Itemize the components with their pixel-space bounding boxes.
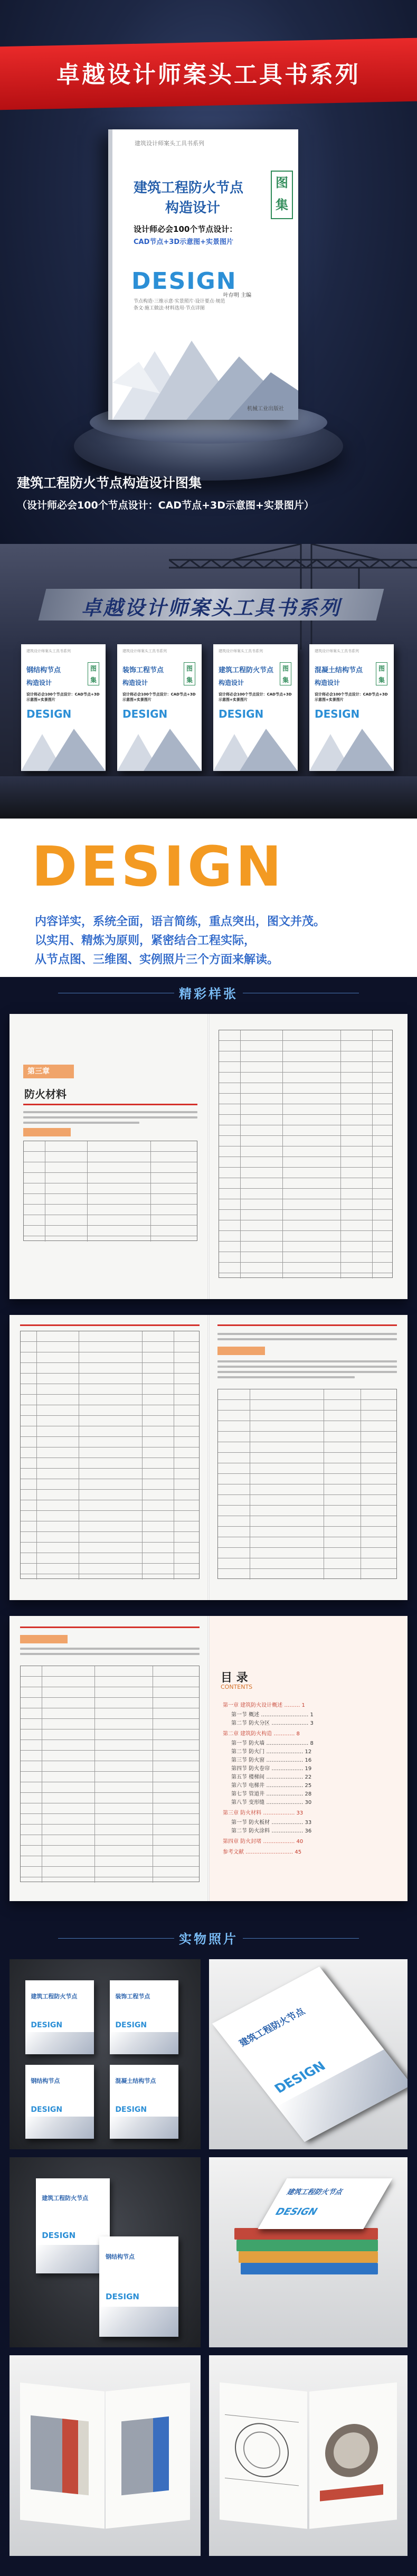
stack-book — [234, 2228, 378, 2240]
photo-book — [25, 1980, 94, 2054]
sample-spread-3 — [10, 1616, 407, 1901]
photo-book — [25, 2065, 94, 2139]
series-book-title: 建筑工程防火节点 — [219, 666, 274, 674]
hero-section — [0, 0, 417, 544]
photo-book-title: 钢结构节点 — [106, 2253, 135, 2261]
series-book-design: DESIGN — [26, 708, 72, 720]
data-table — [219, 1030, 393, 1278]
stack-book — [239, 2251, 378, 2263]
photo-book-title: 建筑工程防火节点 — [31, 1993, 78, 2000]
series-book-series-line: 建筑设计师案头工具书系列 — [122, 649, 167, 653]
series-section — [0, 544, 417, 819]
photo-book-design: DESIGN — [115, 2105, 147, 2114]
toc-item[interactable]: 第一章 建筑防火设计概述 ……… 1 — [223, 1703, 305, 1708]
data-table — [217, 1389, 397, 1579]
photo-book — [110, 2065, 178, 2139]
series-book-line: 设计师必会100个节点设计：CAD节点+3D示意图+实景图片 — [122, 692, 196, 702]
table-divider — [372, 1030, 373, 1278]
book-subtitle-2: CAD节点+3D示意图+实景图片 — [134, 238, 234, 246]
hero-title: 卓越设计师案头工具书系列 — [56, 61, 361, 88]
photo-book-design: DESIGN — [31, 2021, 63, 2029]
page-header-rule — [217, 1324, 397, 1326]
photo-book — [99, 2236, 178, 2337]
samples-banner-title: 精彩样张 — [179, 986, 238, 1001]
photo-book — [258, 2178, 392, 2229]
photo-book-decoration — [277, 2049, 407, 2142]
series-book-decoration — [21, 723, 106, 771]
design-line-1: 内容详实，系统全面，语言简练，重点突出，图文并茂。 — [35, 915, 326, 928]
photo-book-design: DESIGN — [271, 2058, 329, 2096]
data-table — [23, 1141, 197, 1241]
toc-item[interactable]: 第七节 管道井 ………………… 28 — [231, 1791, 312, 1797]
text-line — [217, 1371, 397, 1373]
data-table — [20, 1666, 200, 1882]
text-line — [20, 1648, 200, 1650]
book-author: 叶存明 主编 — [223, 293, 252, 298]
text-line — [217, 1366, 397, 1368]
series-book-series-line: 建筑设计师案头工具书系列 — [219, 649, 263, 653]
spread-gutter — [207, 1315, 210, 1600]
series-book-3 — [213, 644, 298, 771]
chapter-title: 防火材料 — [24, 1088, 67, 1101]
toc-subtitle: CONTENTS — [221, 1684, 253, 1690]
photo-book-decoration — [110, 2117, 178, 2139]
series-book-tag: 图集 — [88, 662, 99, 685]
photos-banner — [0, 1922, 417, 1954]
book-publisher: 机械工业出版社 — [247, 406, 284, 412]
toc-item[interactable]: 第二章 建筑防火构造 ………… 8 — [223, 1731, 300, 1737]
book-subtitle: 设计师必会100个节点设计： — [134, 224, 238, 234]
table-divider — [142, 1331, 143, 1580]
series-book-tag: 图集 — [376, 662, 387, 685]
hero-caption-title: 建筑工程防火节点构造设计图集 — [17, 475, 202, 491]
book-tag: 图集 — [271, 171, 293, 219]
design-line-3: 从节点图、三维图、实例照片三个方面来解读。 — [35, 953, 279, 966]
series-book-tag: 图集 — [280, 662, 291, 685]
series-book-sub: 构造设计 — [219, 679, 244, 687]
series-book-line: 设计师必会100个节点设计：CAD节点+3D示意图+实景图片 — [219, 692, 292, 702]
photo-open-book-1 — [10, 2355, 201, 2556]
text-line — [20, 1653, 200, 1655]
section-rule — [23, 1104, 197, 1105]
photo-book-title: 建筑工程防火节点 — [42, 2194, 89, 2202]
samples-section — [0, 1009, 417, 1922]
book-design-word: DESIGN — [131, 268, 237, 295]
table-divider — [240, 1030, 241, 1278]
photo-books-grid — [10, 1959, 201, 2149]
photo-book-design: DESIGN — [106, 2291, 139, 2301]
series-book-tag: 图集 — [184, 662, 195, 685]
photos-banner-title: 实物照片 — [179, 1932, 238, 1947]
text-line — [23, 1111, 197, 1113]
series-book-1 — [21, 644, 106, 771]
photo-books-overlap — [10, 2157, 201, 2347]
series-book-design: DESIGN — [122, 708, 168, 720]
toc-item[interactable]: 第二节 防火分区 ………………… 3 — [231, 1721, 314, 1726]
page-header-rule — [20, 1324, 200, 1326]
table-divider — [87, 1141, 88, 1242]
photo-book-design: DESIGN — [42, 2231, 76, 2240]
book-series-line: 建筑设计师案头工具书系列 — [135, 140, 204, 147]
cad-detail-drawing — [220, 2382, 307, 2528]
series-book-series-line: 建筑设计师案头工具书系列 — [26, 649, 71, 653]
book-title-line2: 构造设计 — [165, 200, 221, 216]
series-book-decoration — [213, 723, 298, 771]
toc-item[interactable]: 第八节 变形缝 ………………… 30 — [231, 1800, 312, 1806]
sample-spread-2 — [10, 1315, 407, 1600]
samples-banner — [0, 977, 417, 1009]
photo-book-decoration — [99, 2307, 178, 2337]
text-line — [23, 1122, 139, 1124]
book-title-line1: 建筑工程防火节点 — [134, 180, 244, 196]
table-divider — [340, 1030, 341, 1278]
series-book-2 — [117, 644, 202, 771]
stack-book — [236, 2240, 378, 2251]
series-title: 卓越设计师案头工具书系列 — [81, 596, 341, 619]
series-book-4 — [309, 644, 394, 771]
photo-book-design: DESIGN — [115, 2021, 147, 2029]
toc-item[interactable]: 第一节 防火板材 ……………… 33 — [231, 1820, 312, 1826]
toc-item[interactable]: 第一节 防火墙 …………………… 8 — [231, 1741, 314, 1746]
toc-item[interactable]: 第六节 电梯井 ………………… 25 — [231, 1783, 312, 1789]
photo-book-stack — [209, 2157, 407, 2347]
open-book-right-page — [309, 2382, 397, 2528]
text-line — [217, 1333, 397, 1335]
photo-book — [212, 1967, 407, 2142]
section-tag — [23, 1128, 71, 1136]
open-book-left-page — [220, 2382, 307, 2528]
series-book-series-line: 建筑设计师案头工具书系列 — [315, 649, 359, 653]
toc-item[interactable]: 第三章 防火材料 ……………… 33 — [223, 1810, 304, 1816]
sample-spread-1 — [10, 1014, 407, 1299]
text-line — [217, 1360, 397, 1362]
toc-item[interactable]: 第二节 防火涂料 ……………… 36 — [231, 1828, 312, 1834]
text-line — [217, 1376, 355, 1378]
photo-book — [110, 1980, 178, 2054]
series-book-line: 设计师必会100个节点设计：CAD节点+3D示意图+实景图片 — [315, 692, 388, 702]
photos-section — [0, 1954, 417, 2576]
photo-book-angled — [209, 1959, 407, 2149]
series-floor — [0, 776, 417, 819]
open-book-left-page — [20, 2383, 105, 2529]
toc-item[interactable]: 第五节 楼梯间 ………………… 22 — [231, 1774, 312, 1780]
design-intro-section — [0, 819, 417, 977]
photo-book-design: DESIGN — [273, 2206, 320, 2217]
section-tag — [217, 1347, 265, 1355]
photo-book-design: DESIGN — [31, 2105, 63, 2114]
wall-detail-drawing — [106, 2383, 190, 2529]
banner-line-right — [243, 1938, 359, 1939]
series-book-design: DESIGN — [219, 708, 264, 720]
toc-item[interactable]: 第四章 防火封堵 ……………… 40 — [223, 1839, 304, 1845]
toc-item[interactable]: 第三节 防火窗 ………………… 16 — [231, 1757, 312, 1763]
page-header-rule — [20, 1627, 200, 1628]
open-book-right-page — [106, 2383, 190, 2529]
wall-detail-drawing — [20, 2383, 105, 2529]
series-book-sub: 构造设计 — [122, 679, 148, 687]
text-line — [217, 1338, 397, 1340]
hero-caption-subtitle: （设计师必会100个节点设计：CAD节点+3D示意图+实景图片） — [17, 500, 314, 511]
book-description: 节点构造·三维示意·实景照片·设计要点·规范条文·施工做法·材料选用·节点详图 — [134, 299, 225, 311]
series-book-title: 混凝土结构节点 — [315, 666, 363, 674]
series-book-title: 装饰工程节点 — [122, 666, 164, 674]
section-tag — [20, 1635, 68, 1643]
photo-book-decoration — [36, 2245, 110, 2273]
photo-book — [36, 2178, 110, 2273]
design-heading: DESIGN — [32, 834, 285, 899]
main-book-cover — [108, 129, 298, 420]
series-book-title: 钢结构节点 — [26, 666, 61, 674]
photo-book-decoration — [110, 2032, 178, 2054]
photo-book-title: 钢结构节点 — [31, 2077, 60, 2085]
series-book-sub: 构造设计 — [26, 679, 52, 687]
series-book-decoration — [309, 723, 394, 771]
photo-book-decoration — [25, 2032, 94, 2054]
toc-title: 目 录 — [221, 1671, 248, 1685]
table-divider — [282, 1030, 283, 1278]
series-book-sub: 构造设计 — [315, 679, 340, 687]
toc-item[interactable]: 第四节 防火卷帘 ……………… 19 — [231, 1766, 312, 1772]
photo-book-title: 装饰工程节点 — [115, 1993, 150, 2000]
series-book-line: 设计师必会100个节点设计：CAD节点+3D示意图+实景图片 — [26, 692, 100, 702]
toc-item[interactable]: 第一节 概述 ……………………… 1 — [231, 1712, 314, 1718]
data-table — [20, 1331, 200, 1579]
series-book-decoration — [117, 723, 202, 771]
photo-book-title: 建筑工程防火节点 — [285, 2188, 345, 2197]
3d-detail-drawing — [309, 2382, 397, 2528]
toc-item[interactable]: 第二节 防火门 ………………… 12 — [231, 1749, 312, 1755]
chapter-label: 第三章 — [27, 1067, 50, 1076]
series-book-design: DESIGN — [315, 708, 360, 720]
table-divider — [150, 1141, 151, 1242]
spread-gutter — [207, 1014, 210, 1299]
table-divider — [94, 1666, 95, 1883]
photo-open-book-2 — [209, 2355, 407, 2556]
design-line-2: 以实用、精炼为原则，紧密结合工程实际， — [35, 934, 256, 947]
toc-item[interactable]: 参考文献 ……………………… 45 — [223, 1849, 302, 1855]
text-line — [23, 1116, 197, 1118]
photo-book-title: 建筑工程防火节点 — [237, 2006, 307, 2049]
table-divider — [36, 1331, 37, 1580]
photo-book-decoration — [25, 2117, 94, 2139]
photo-book-title: 混凝土结构节点 — [115, 2077, 156, 2085]
stack-book — [241, 2263, 378, 2274]
